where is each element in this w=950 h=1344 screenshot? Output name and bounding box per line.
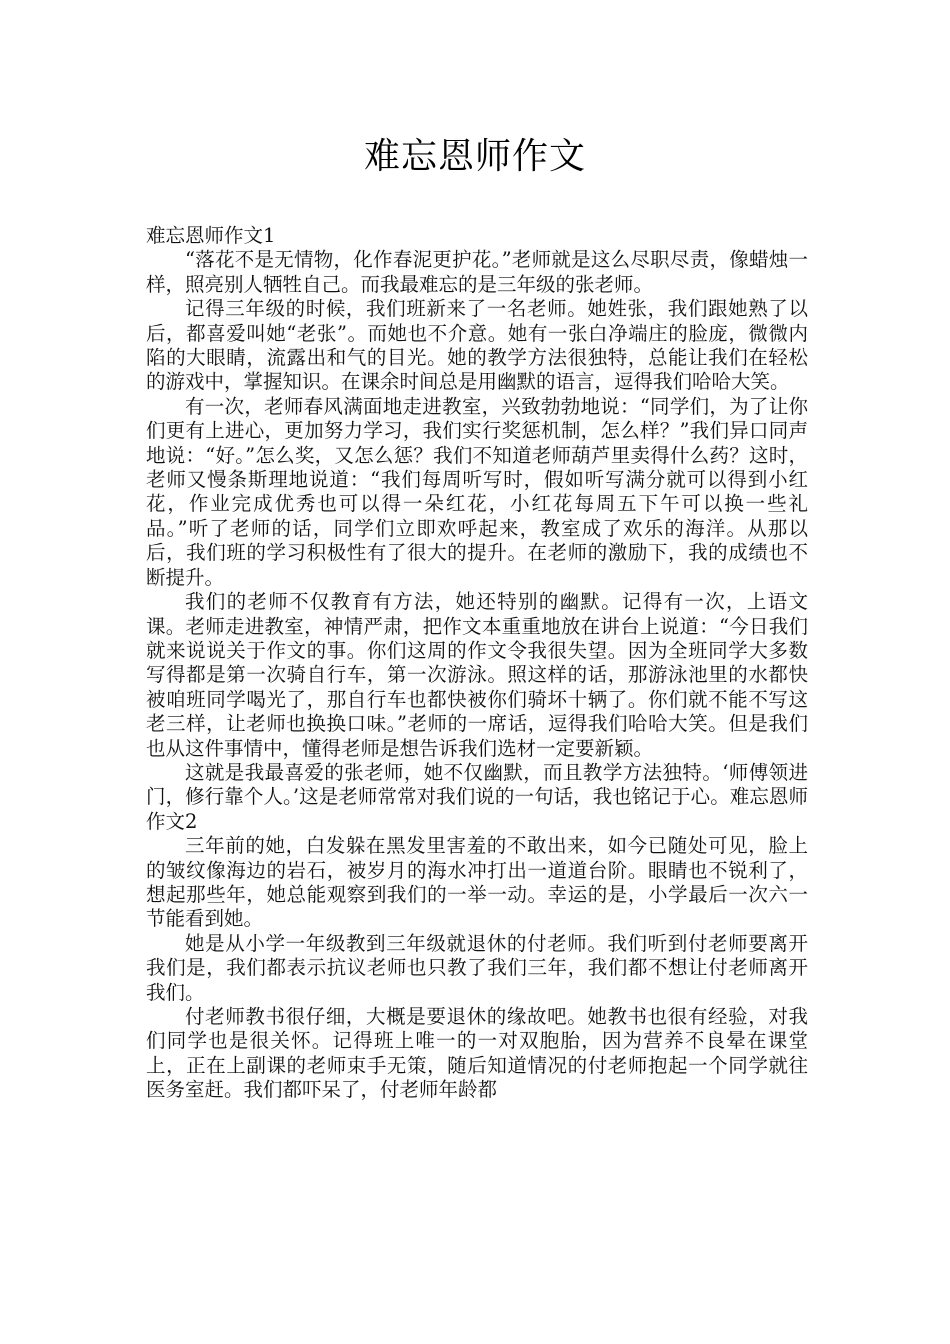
document-title: 难忘恩师作文 xyxy=(363,136,586,177)
paragraph: 她是从小学一年级教到三年级就退休的付老师。我们听到付老师要离开我们是，我们都表示抗议老师也只教了我们三年，我们都不想让付老师离开我们。 xyxy=(146,931,808,1004)
paragraph: 付老师教书很仔细，大概是要退休的缘故吧。她教书也很有经验，对我们同学也是很关怀。记得班上唯一的一对双胞胎，因为营养不良晕在课堂上，正在上副课的老师束手无策，随后知道情况的付老师抱起一个同学就往医务室赶。我们都吓呆了，付老师年龄都 xyxy=(146,1005,808,1102)
paragraph: 这就是我最喜爱的张老师，她不仅幽默，而且教学方法独特。‘师傅领进门，修行靠个人。’这是老师常常对我们说的一句话，我也铭记于心。难忘恩师作文2 xyxy=(146,760,808,833)
section-heading: 难忘恩师作文1 xyxy=(146,224,276,247)
paragraph: 记得三年级的时候，我们班新来了一名老师。她姓张，我们跟她熟了以后，都喜爱叫她“老张”。而她也不介意。她有一张白净端庄的脸庞，微微内陷的大眼睛，流露出和气的目光。她的教学方法很独特，总能让我们在轻松的游戏中，掌握知识。在课余时间总是用幽默的语言，逗得我们哈哈大笑。 xyxy=(146,297,808,394)
document-body xyxy=(146,224,808,1103)
paragraph: 有一次，老师春风满面地走进教室，兴致勃勃地说：“同学们，为了让你们更有上进心，更加努力学习，我们实行奖惩机制，怎么样？”我们异口同声地说：“好。”怎么奖，又怎么惩？我们不知道老师葫芦里卖得什么药？这时，老师又慢条斯理地说道：“我们每周听写时，假如听写满分就可以得到小红花，作业完成优秀也可以得一朵红花，小红花每周五下午可以换一些礼品。”听了老师的话，同学们立即欢呼起来，教室成了欢乐的海洋。从那以后，我们班的学习积极性有了很大的提升。在老师的激励下，我的成绩也不断提升。 xyxy=(146,394,808,589)
paragraph: 三年前的她，白发躲在黑发里害羞的不敢出来，如今已随处可见，脸上的皱纹像海边的岩石，被岁月的海水冲打出一道道台阶。眼睛也不锐利了，想起那些年，她总能观察到我们的一举一动。幸运的是，小学最后一次六一节能看到她。 xyxy=(146,834,808,931)
paragraph: “落花不是无情物，化作春泥更护花。”老师就是这么尽职尽责，像蜡烛一样，照亮别人牺牲自己。而我最难忘的是三年级的张老师。 xyxy=(146,248,808,296)
paragraph: 我们的老师不仅教育有方法，她还特别的幽默。记得有一次，上语文课。老师走进教室，神情严肃，把作文本重重地放在讲台上说道：“今日我们就来说说关于作文的事。你们这周的作文令我很失望。因为全班同学大多数写得都是第一次骑自行车，第一次游泳。照这样的话，那游泳池里的水都快被咱班同学喝光了，那自行车也都快被你们骑坏十辆了。你们就不能不写这老三样，让老师也换换口味。”老师的一席话，逗得我们哈哈大笑。但是我们也从这件事情中，懂得老师是想告诉我们选材一定要新颖。 xyxy=(146,590,808,760)
